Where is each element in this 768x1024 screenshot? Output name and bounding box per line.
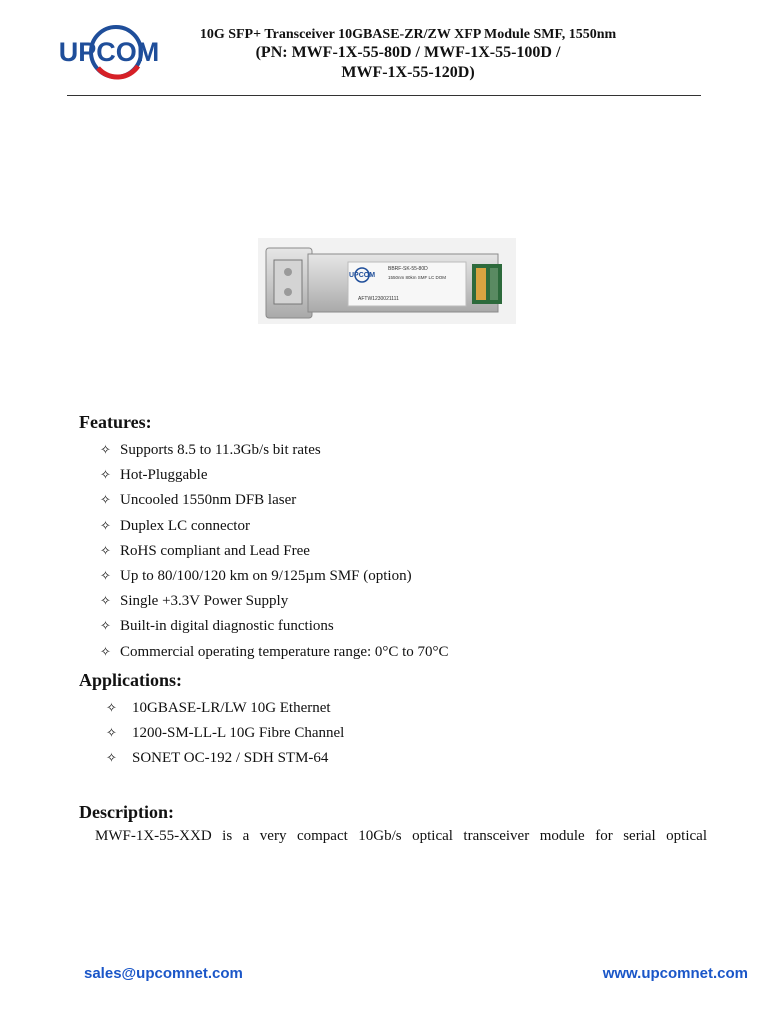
svg-text:UPCOM: UPCOM — [58, 37, 160, 67]
diamond-bullet-icon: ✧ — [100, 543, 111, 559]
description-text: MWF-1X-55-XXD is a very compact 10Gb/s optical transceiver module for serial optical — [95, 828, 707, 844]
diamond-bullet-icon: ✧ — [100, 568, 111, 584]
list-item: ✧ Hot-Pluggable — [100, 463, 449, 488]
svg-text:1550nm 80km SMF LC DOM: 1550nm 80km SMF LC DOM — [388, 275, 447, 280]
title-line-1: 10G SFP+ Transceiver 10GBASE-ZR/ZW XFP Module SMF, 1550nm — [199, 27, 617, 42]
list-item: ✧ RoHS compliant and Lead Free — [100, 539, 449, 564]
list-item: ✧ Single +3.3V Power Supply — [100, 589, 449, 614]
features-list — [100, 438, 449, 665]
diamond-bullet-icon: ✧ — [100, 594, 111, 610]
header-divider — [67, 95, 701, 96]
svg-text:UPCOM: UPCOM — [348, 272, 376, 279]
diamond-bullet-icon: ✧ — [106, 751, 117, 767]
list-item: ✧ Commercial operating temperature range: 0°C to 70°C — [100, 640, 449, 665]
title-line-2: (PN: MWF-1X-55-80D / MWF-1X-55-100D / — [255, 44, 561, 61]
diamond-bullet-icon: ✧ — [100, 518, 111, 534]
list-item: ✧ Uncooled 1550nm DFB laser — [100, 488, 449, 513]
description-heading: Description: — [79, 802, 174, 822]
list-item: ✧ Up to 80/100/120 km on 9/125µm SMF (option) — [100, 564, 449, 589]
list-item: ✧ Supports 8.5 to 11.3Gb/s bit rates — [100, 438, 449, 463]
diamond-bullet-icon: ✧ — [100, 644, 111, 660]
applications-heading: Applications: — [79, 670, 183, 690]
list-item: ✧ Built-in digital diagnostic functions — [100, 614, 449, 639]
list-item: ✧ 10GBASE-LR/LW 10G Ethernet — [106, 696, 344, 721]
features-heading: Features: — [79, 412, 152, 432]
svg-text:BBRF-SK-55-80D: BBRF-SK-55-80D — [388, 266, 428, 272]
document-title — [170, 26, 646, 83]
applications-list — [106, 696, 344, 772]
upcom-logo — [50, 24, 168, 80]
list-item: ✧ SONET OC-192 / SDH STM-64 — [106, 746, 344, 771]
list-item: ✧ Duplex LC connector — [100, 514, 449, 539]
website-link[interactable]: www.upcomnet.com — [602, 965, 748, 982]
diamond-bullet-icon: ✧ — [100, 619, 111, 635]
svg-text:AFTW1230021111: AFTW1230021111 — [358, 296, 399, 302]
diamond-bullet-icon: ✧ — [100, 468, 111, 484]
title-line-3: MWF-1X-55-120D) — [341, 64, 475, 81]
sfp-module-image — [258, 238, 516, 324]
diamond-bullet-icon: ✧ — [106, 726, 117, 742]
list-item: ✧ 1200-SM-LL-L 10G Fibre Channel — [106, 721, 344, 746]
diamond-bullet-icon: ✧ — [106, 701, 117, 716]
diamond-bullet-icon: ✧ — [100, 443, 111, 458]
sales-email-link[interactable]: sales@upcomnet.com — [84, 965, 243, 982]
diamond-bullet-icon: ✧ — [100, 493, 111, 509]
